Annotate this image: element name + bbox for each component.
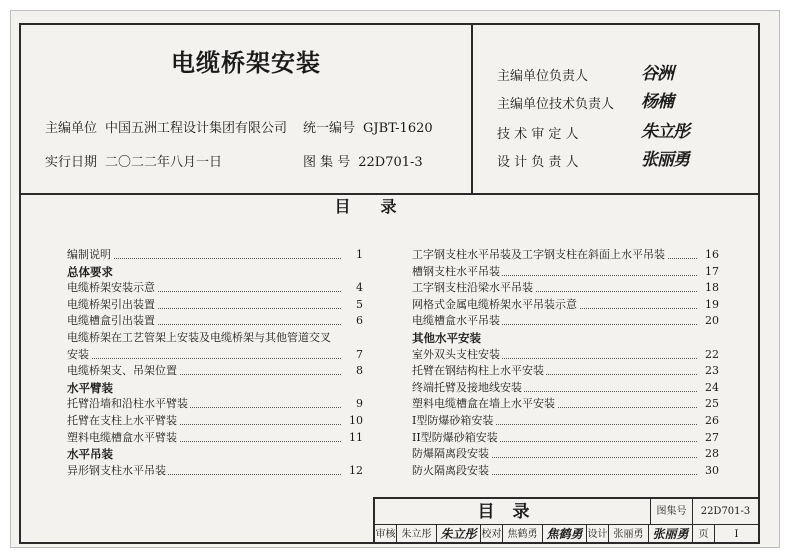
toc-entry <box>412 396 719 413</box>
toc-page-number: 19 <box>703 297 719 314</box>
atlas-title: 电缆桥架安装 <box>171 48 321 77</box>
serial-value: GJBT-1620 <box>363 121 433 136</box>
toc-section-heading <box>412 330 719 347</box>
toc-entry <box>412 247 719 264</box>
toc-entry-title: 电缆桥架在工艺管架上安装及电缆桥架与其他管道交叉 <box>67 330 331 344</box>
toc-entry <box>67 330 363 347</box>
signature-role: 设 计 负 责 人 <box>497 155 579 170</box>
toc-page-number: 20 <box>703 313 719 330</box>
serial-number <box>303 117 433 136</box>
toc-entry-title: 电缆槽盒引出装置 <box>67 314 155 328</box>
toc-entry <box>412 363 719 380</box>
review-label: 审核 <box>375 525 397 544</box>
atlas-no-label: 图集号 <box>651 499 693 525</box>
toc-page-number: 10 <box>347 413 363 430</box>
toc-page-number: 7 <box>354 347 363 364</box>
header-left <box>21 25 473 193</box>
effective-date <box>45 151 222 170</box>
toc-entry <box>412 280 719 297</box>
toc-page-number: 1 <box>354 247 363 264</box>
toc-entry-title: 编制说明 <box>67 248 111 261</box>
handwritten-signature: 张丽勇 <box>641 150 689 170</box>
toc-entry-title: 终端托臂及接地线安装 <box>412 380 522 394</box>
check-signature: 焦鹤勇 <box>543 525 587 544</box>
toc-entry <box>67 280 363 297</box>
toc-entry <box>412 380 719 397</box>
toc-entry-title: 水平吊装 <box>67 447 113 462</box>
toc-page-number: 8 <box>354 363 363 380</box>
review-signature: 朱立彤 <box>437 525 481 544</box>
toc-left-column <box>67 247 363 479</box>
toc-entry-title: 防火隔离段安装 <box>412 463 489 477</box>
handwritten-signature: 朱立彤 <box>641 122 689 142</box>
toc-page-number: 12 <box>347 463 363 480</box>
toc-entry <box>67 247 363 264</box>
toc-page-number: 6 <box>354 313 363 330</box>
toc-page-number: 16 <box>703 247 719 264</box>
editor-label: 主编单位 <box>45 121 98 136</box>
toc-page-number: 28 <box>703 446 719 463</box>
editor-value: 中国五洲工程设计集团有限公司 <box>105 121 288 136</box>
toc-entry <box>67 313 363 330</box>
toc-entry <box>412 313 719 330</box>
toc-entry-title: 电缆槽盒水平吊装 <box>412 314 500 328</box>
toc-entry-title: 塑料电缆槽盒水平臂装 <box>67 430 177 444</box>
signature-role: 主编单位负责人 <box>497 69 589 84</box>
toc-entry <box>412 347 719 364</box>
design-name: 张丽勇 <box>609 525 649 544</box>
signature-row <box>497 151 697 170</box>
atlas-label: 图 集 号 <box>303 155 351 170</box>
toc-entry <box>412 264 719 281</box>
toc-entry-title: 塑料电缆槽盒在墙上水平安装 <box>412 397 555 411</box>
title-block <box>373 497 759 544</box>
toc-page-number: 5 <box>354 297 363 314</box>
review-name: 朱立彤 <box>397 525 437 544</box>
toc-entry <box>412 430 719 447</box>
toc-entry-title: 网格式金属电缆桥架水平吊装示意 <box>412 297 577 311</box>
toc-entry-title: I型防爆砂箱安装 <box>412 413 494 427</box>
toc-entry-title: 安装 <box>67 347 89 361</box>
design-signature: 张丽勇 <box>649 525 693 544</box>
toc-page-number: 24 <box>703 380 719 397</box>
header-block <box>21 25 758 195</box>
toc-entry <box>412 446 719 463</box>
toc-entry-title: 托臂在支柱上水平臂装 <box>67 413 177 427</box>
toc-page-number: 26 <box>703 413 719 430</box>
toc-entry-title: 电缆桥架安装示意 <box>67 281 155 295</box>
toc-entry <box>67 430 363 447</box>
signature-row <box>497 123 697 142</box>
toc-section-heading <box>67 446 363 463</box>
toc-page-number: 17 <box>703 264 719 281</box>
toc-page-number: 9 <box>354 396 363 413</box>
editor-unit <box>45 117 287 136</box>
toc-right-column <box>412 247 719 479</box>
title-block-title: 目录 <box>375 499 651 525</box>
toc-page-number: 4 <box>354 280 363 297</box>
check-name: 焦鹤勇 <box>503 525 543 544</box>
toc-entry-title: 托臂沿墙和沿柱水平臂装 <box>67 397 188 411</box>
toc-entry-title: 工字钢支柱水平吊装及工字钢支柱在斜面上水平吊装 <box>412 248 665 261</box>
toc-entry <box>67 396 363 413</box>
signature-role: 主编单位技术负责人 <box>497 97 615 112</box>
toc-page-number: 25 <box>703 396 719 413</box>
toc-entry-title: 电缆桥架支、吊架位置 <box>67 364 177 378</box>
toc-section-heading <box>67 264 363 281</box>
toc-entry <box>412 463 719 480</box>
toc-entry <box>67 413 363 430</box>
signature-row <box>497 65 697 84</box>
atlas-no-value: 22D701-3 <box>693 499 759 525</box>
check-label: 校对 <box>481 525 503 544</box>
date-value: 二〇二二年八月一日 <box>105 155 223 170</box>
date-label: 实行日期 <box>45 155 98 170</box>
handwritten-signature: 杨楠 <box>641 92 673 112</box>
signature-role: 技 术 审 定 人 <box>497 127 579 142</box>
toc-entry <box>67 297 363 314</box>
toc-entry-title: 异形钢支柱水平吊装 <box>67 463 166 477</box>
toc-entry-title: 防爆隔离段安装 <box>412 447 489 461</box>
toc-entry-title: II型防爆砂箱安装 <box>412 430 498 444</box>
toc-page-number: 11 <box>347 430 363 447</box>
toc-entry-title: 电缆桥架引出装置 <box>67 297 155 311</box>
design-label: 设计 <box>587 525 609 544</box>
toc-entry-title: 水平臂装 <box>67 380 113 395</box>
dot-leader <box>67 358 341 359</box>
toc-page-number: 18 <box>703 280 719 297</box>
atlas-value: 22D701-3 <box>358 155 423 170</box>
toc-entry <box>412 413 719 430</box>
signature-row <box>497 93 697 112</box>
toc-entry-title: 托臂在钢结构柱上水平安装 <box>412 364 544 378</box>
toc-page-number: 22 <box>703 347 719 364</box>
toc-entry <box>67 363 363 380</box>
page-value: I <box>715 525 759 544</box>
serial-label: 统一编号 <box>303 121 356 136</box>
toc-entry-title: 总体要求 <box>67 264 113 279</box>
toc-section-heading <box>67 380 363 397</box>
toc-entry-title: 槽钢支柱水平吊装 <box>412 264 500 278</box>
handwritten-signature: 谷洲 <box>641 64 673 84</box>
toc-page-number: 30 <box>703 463 719 480</box>
toc-entry <box>67 347 363 364</box>
toc-entry <box>67 463 363 480</box>
toc-entry-title: 其他水平安装 <box>412 330 481 345</box>
toc-page-number: 27 <box>703 430 719 447</box>
toc-entry-title: 工字钢支柱沿梁水平吊装 <box>412 281 533 295</box>
toc-entry <box>412 297 719 314</box>
page-label: 页 <box>693 525 715 544</box>
toc-entry-title: 室外双头支柱安装 <box>412 347 500 361</box>
toc-title: 目录 <box>334 197 427 216</box>
toc-page-number: 23 <box>703 363 719 380</box>
atlas-number <box>303 151 423 170</box>
